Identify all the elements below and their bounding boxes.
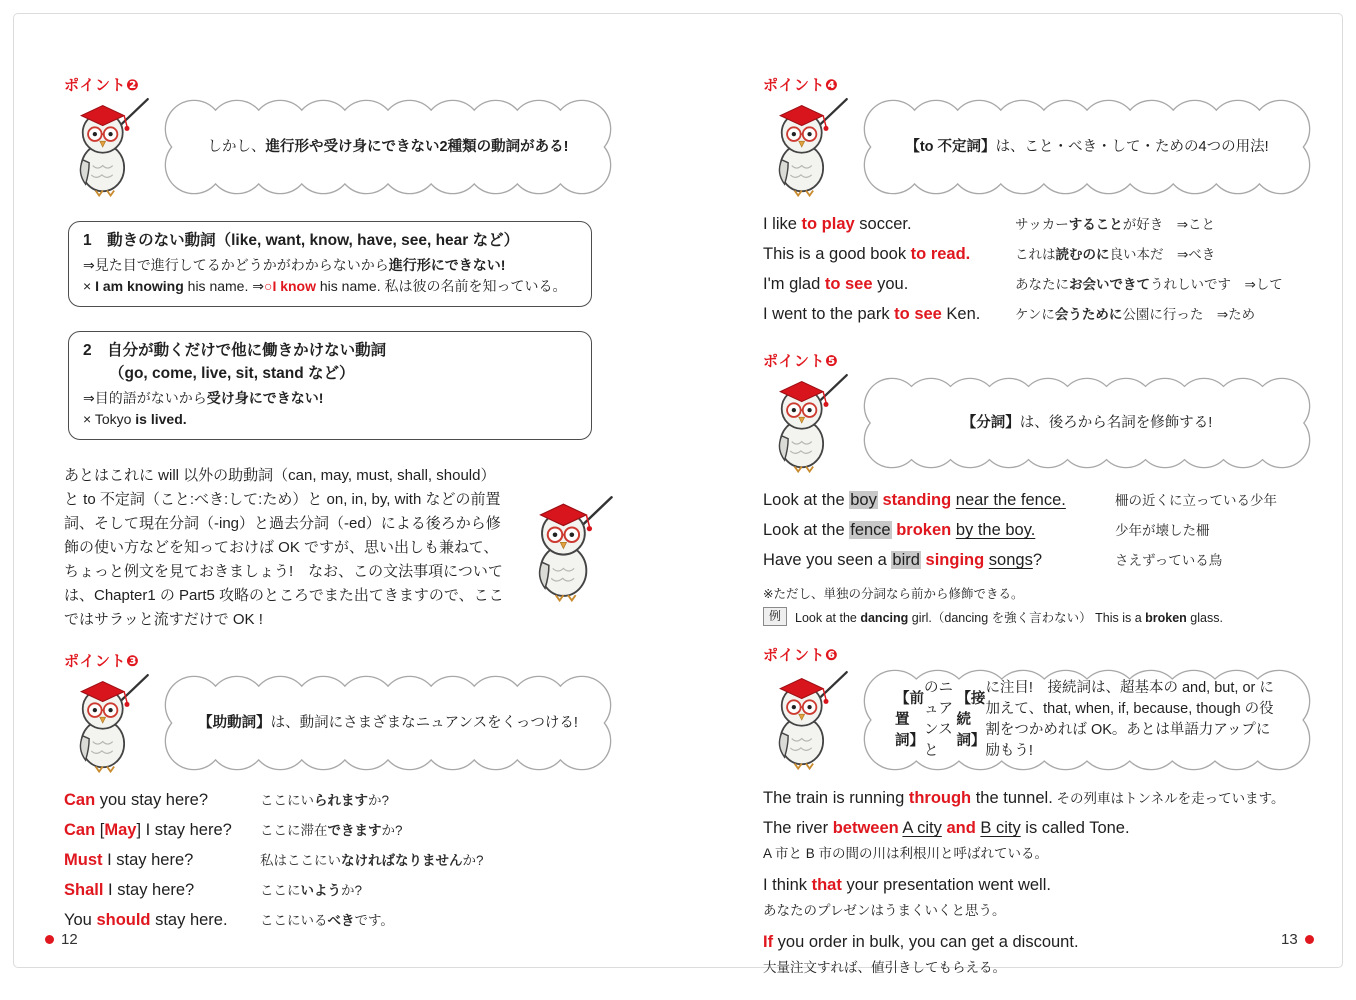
example-japanese: 大量注文すれば、値引きしてもらえる。 [763,960,1006,975]
owl-teacher-icon [64,97,150,197]
example-japanese: ケンに会うために公園に行った ⇒ため [1015,307,1256,322]
point-2-header [64,97,642,197]
intro-paragraph-row [64,464,642,632]
point-4-speech-bubble [861,97,1313,197]
example-japanese: あなたにお会いできてうれしいです ⇒して [1015,277,1283,292]
modal-verb-examples [64,788,642,932]
example-row [64,818,642,842]
example-english: If you order in bulk, you can get a discount. [763,933,1079,951]
owl-teacher-icon [64,673,150,773]
example-english: I'm glad to see you. [763,275,909,293]
point-6-bubble-text: 【前置詞】 のニュアンスと 【接続詞】 に注目! 接続詞は、超基本の and, but, or に加えて、that, when, if, because, though の役割をつかめれば OK。あとは単語力アップに励もう! [895,680,1274,759]
page-dot-icon [45,935,54,944]
point-2-bubble-text: しかし、 進行形や受け身にできない2種類の動詞がある! [207,138,569,155]
page-left [64,74,642,938]
example-row [763,272,1315,296]
page-right [763,74,1315,987]
box-1-title: 1 動きのない動詞（like, want, know, have, see, hear など） [83,232,520,249]
page-number-text: 13 [1281,931,1298,948]
box-2-rule: ⇒目的語がないから受け身にできない! [83,390,324,406]
example-japanese: これは読むのに良い本だ ⇒べき [1015,247,1216,262]
point-3-bubble-text: 【助動詞】 は、動詞にさまざまなニュアンスをくっつける! [198,714,578,731]
owl-teacher-icon [763,670,849,770]
point-4-bubble-text: 【to 不定詞】 は、こと・べき・して・ための4つの用法! [905,138,1269,155]
page-number-left [45,931,78,948]
example-badge: 例 [763,607,787,626]
box-2-title: 2 自分が動くだけで他に働きかけない動詞 [83,342,387,359]
intro-paragraph: あとはこれに will 以外の助動詞（can, may, must, shall, should）と to 不定詞（こと:べき:して:ため）と on, in, by, with などの前置詞、そして現在分詞（-ing）と過去分詞（-ed）による後ろから修飾の使い方などを知っておけば OK ですが、思い出しも兼ねて、ちょっと例文を見ておきましょう! なお、この文法事項については、Chapter1 の Part5 攻略のところでまた出てきますので、ここではサラッと流すだけで OK ! [64,467,504,628]
example-row [64,848,642,872]
owl-teacher-icon [763,97,849,197]
stative-verbs-box [68,221,592,307]
point-6-header [763,667,1315,773]
to-infinitive-examples [763,212,1315,326]
example-english: Look at the fence broken by the boy. [763,521,1036,539]
example-japanese: あなたのプレゼンはうまくいくと思う。 [763,903,1006,918]
example-japanese: 私はここにいなければなりませんか? [260,853,484,868]
example-row [64,908,642,932]
point-5-bubble-text: 【分詞】 は、後ろから名詞を修飾する! [961,414,1213,431]
example-japanese: ここにいるべきです。 [260,913,394,928]
example-english: The river between A city and B city is called Tone. [763,819,1130,837]
box-2-title-cont: （go, come, live, sit, stand など） [109,365,355,382]
example-english: Can you stay here? [64,791,208,809]
participle-note: ※ただし、単独の分詞なら前から修飾できる。 [763,587,1024,601]
owl-mascot-icon [522,495,614,602]
point-2-label: ポイント❷ [64,77,140,94]
box-2-example: × Tokyo is lived. [83,411,187,427]
example-english: You should stay here. [64,911,228,929]
point-5-label: ポイント❺ [763,353,839,370]
example-english: The train is running through the tunnel. その列車はトンネルを走っています。 [763,789,1285,807]
example-japanese: サッカーすることが好き ⇒こと [1015,217,1216,232]
example-row [763,212,1315,236]
example-japanese: ここにいられますか? [260,793,390,808]
example-row [64,788,642,812]
page-number-right [1281,931,1314,948]
example-note-text: Look at the dancing girl.（dancing を強く言わない） This is a broken glass. [795,610,1223,625]
point-4-label: ポイント❹ [763,77,839,94]
example-english: Must I stay here? [64,851,194,869]
participle-examples [763,488,1315,572]
intransitive-verbs-box [68,331,592,440]
owl-teacher-icon [763,373,849,473]
example-row [763,302,1315,326]
point-4-header [763,97,1315,197]
example-note-row [763,607,1315,626]
example-japanese: さえずっている鳥 [1115,553,1223,568]
conjunction-examples [763,786,1315,977]
point-5-speech-bubble [861,375,1313,471]
point-5-header [763,373,1315,473]
example-english: I went to the park to see Ken. [763,305,981,323]
point-3-speech-bubble [162,673,614,773]
example-japanese: 柵の近くに立っている少年 [1115,493,1277,508]
example-japanese: ここにいようか? [260,883,363,898]
box-1-rule: ⇒見た目で進行してるかどうかがわからないから進行形にできない! [83,257,506,273]
point-6-speech-bubble [861,667,1313,773]
point-6-label: ポイント❻ [763,647,839,664]
example-row [64,878,642,902]
example-row [763,518,1315,542]
example-english: Can [May] I stay here? [64,821,232,839]
example-english: Have you seen a bird singing songs? [763,551,1043,569]
example-english: Look at the boy standing near the fence. [763,491,1066,509]
example-japanese: 少年が壊した柵 [1115,523,1210,538]
example-japanese: A 市と B 市の間の川は利根川と呼ばれている。 [763,846,1049,861]
point-3-header [64,673,642,773]
page-dot-icon [1305,935,1314,944]
page-number-text: 12 [61,931,78,948]
example-english: I like to play soccer. [763,215,912,233]
example-english: This is a good book to read. [763,245,971,263]
example-row [763,488,1315,512]
box-1-example: × I am knowing his name. ⇒○I know his name. 私は彼の名前を知っている。 [83,278,567,294]
example-japanese: ここに滞在できますか? [260,823,403,838]
example-row [763,242,1315,266]
example-english: I think that your presentation went well. [763,876,1051,894]
point-2-speech-bubble [162,97,614,197]
example-row [763,548,1315,572]
example-english: Shall I stay here? [64,881,195,899]
point-3-label: ポイント❸ [64,653,140,670]
